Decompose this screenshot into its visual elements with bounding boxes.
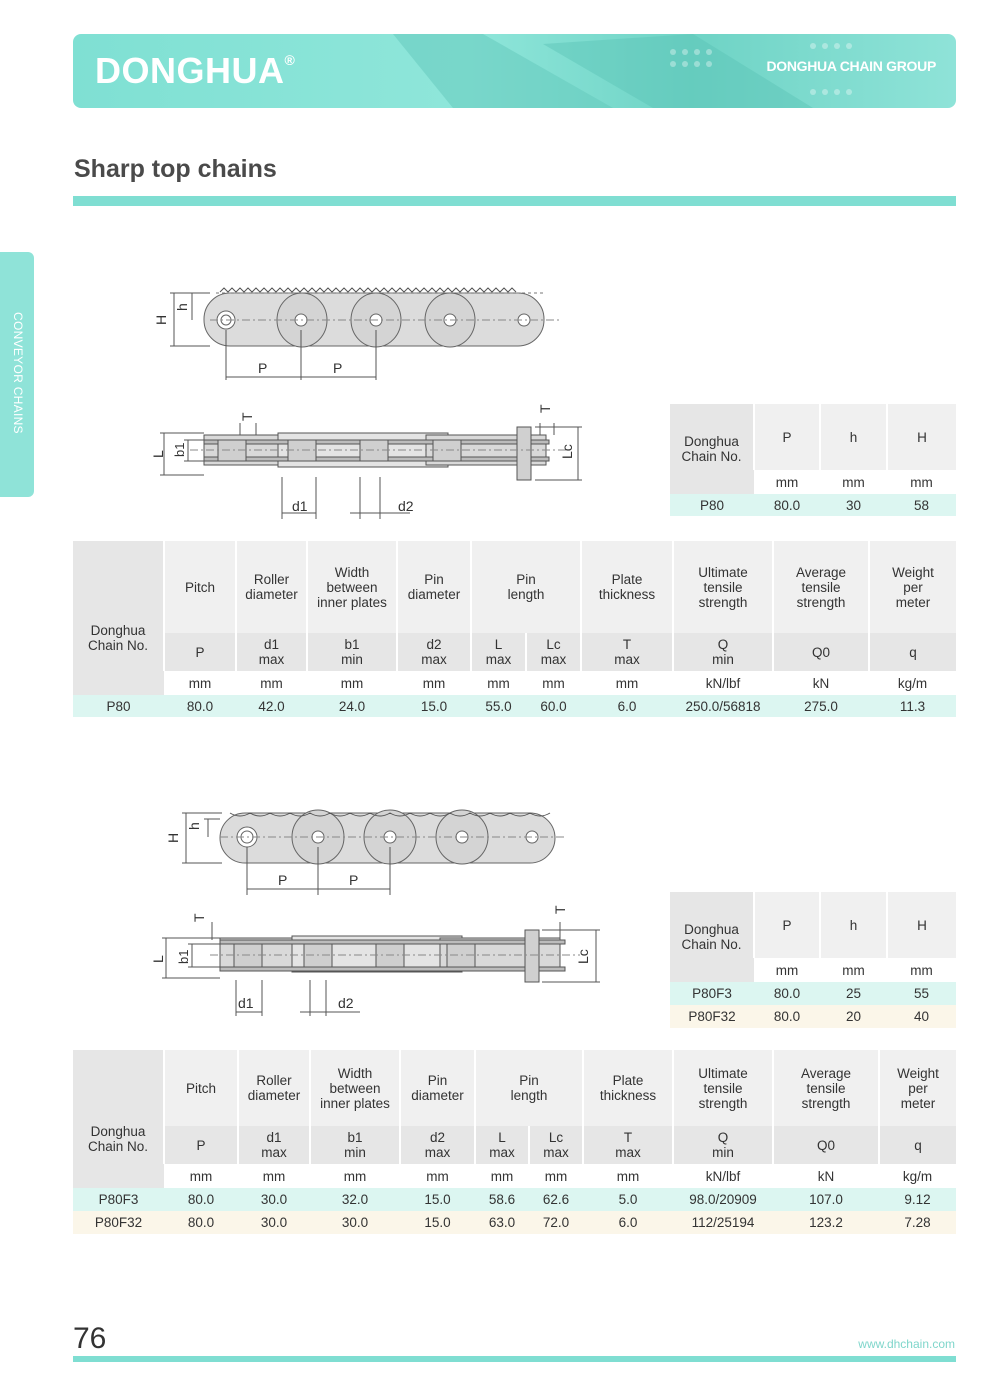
label-d1: d1: [292, 498, 308, 514]
label-H: H: [153, 314, 169, 325]
label-d2: d2: [398, 498, 414, 514]
spec-table-2: Donghua Chain No. Pitch Roller diameter Width between inner plates Pin diameter Pin length Plate thickness Ultimate tensile strength Average tensile strength Weight per meter P d1 max b1 min d2 max L max Lc max T max Q min Q0 q mm mm mm mm mm mm mm kN/lbf kN kg/m P80F3 80.0 30.0 32.0 15.0 58.6 62.6 5.0 98.0/20909 107.0 9.12 P80F32 80.0 30.0 30.0 15.0 63.0 72.0 6.0 112/25194 123.2 7.28: [73, 1050, 956, 1234]
table-row: P80 80.0 30 58: [670, 494, 956, 516]
label-L: L: [150, 450, 166, 458]
label-d1-2: d1: [238, 995, 254, 1011]
col-pin-length: Pin length: [471, 541, 581, 633]
header-banner: [73, 34, 956, 108]
col-pin-diameter: Pin diameter: [397, 541, 471, 633]
col-chain-no-l1: Donghua: [684, 434, 739, 449]
col-width-between: Width between inner plates: [307, 541, 397, 633]
table-row: P80F3 80.0 30.0 32.0 15.0 58.6 62.6 5.0 98.0/20909 107.0 9.12: [73, 1188, 956, 1211]
label-h: h: [174, 303, 190, 311]
label-h-2: h: [186, 822, 202, 830]
unit-h: mm: [842, 474, 865, 490]
side-tab-label: CONVEYOR CHAINS: [11, 312, 25, 434]
chain-side-view-1: [150, 280, 570, 390]
label-T-left-2: T: [191, 913, 207, 922]
unit-P: mm: [775, 474, 799, 490]
label-P-right: P: [333, 360, 343, 376]
chain-top-view-2: [150, 900, 605, 1020]
page-number: 76: [73, 1322, 107, 1355]
col-chain-no-l2: Chain No.: [681, 449, 742, 464]
label-P-left: P: [258, 360, 268, 376]
chain-side-view-2: [160, 805, 580, 900]
pitch-height-table-2: Donghua Chain No. P h H mm mm mm P80F3 80.0 25 55 P80F32 80.0 20 40: [670, 892, 956, 1028]
footer-rule: [73, 1356, 956, 1362]
table-row: P80F3 80.0 25 55: [670, 982, 956, 1005]
table-row: P80F32 80.0 30.0 30.0 15.0 63.0 72.0 6.0 112/25194 123.2 7.28: [73, 1211, 956, 1234]
label-L-2: L: [150, 955, 166, 963]
col-H: H: [887, 404, 956, 470]
label-Lc-2: Lc: [575, 949, 591, 964]
col-weight: Weight per meter: [869, 541, 956, 633]
col-P: P: [754, 404, 820, 470]
side-section-tab: [0, 252, 34, 497]
title-rule: [73, 196, 956, 206]
label-H-2: H: [165, 832, 181, 843]
label-T-right: T: [537, 404, 553, 413]
unit-H: mm: [910, 474, 933, 490]
col-average-strength: Average tensile strength: [773, 541, 869, 633]
spec-table-1: Donghua Chain No. Pitch Roller diameter Width between inner plates Pin diameter Pin length Plate thickness Ultimate tensile strength Average tensile strength Weight per meter P d1 max b1 min d2 max L max Lc max T max Q min Q0 q mm mm mm mm mm mm mm kN/lbf kN kg/m P80 80.0 42.0 24.0 15.0 55.0 60.0 6.0 250.0/56818 275.0 11.3: [73, 541, 956, 717]
table-row: P80F32 80.0 20 40: [670, 1005, 956, 1028]
brand-logo: DONGHUA®: [95, 50, 296, 91]
table-row: P80 80.0 42.0 24.0 15.0 55.0 60.0 6.0 250.0/56818 275.0 11.3: [73, 695, 956, 717]
label-P-left-2: P: [278, 872, 288, 888]
label-b1: b1: [172, 442, 187, 457]
col-roller-diameter: Roller diameter: [236, 541, 307, 633]
website-link[interactable]: www.dhchain.com: [858, 1337, 955, 1351]
col-pitch: Pitch: [164, 541, 236, 633]
group-name: DONGHUA CHAIN GROUP: [766, 58, 936, 74]
pitch-height-table-1: [670, 404, 956, 516]
page-title: Sharp top chains: [74, 155, 277, 183]
label-T-left: T: [239, 412, 255, 421]
label-d2-2: d2: [338, 995, 354, 1011]
col-ultimate-strength: Ultimate tensile strength: [673, 541, 773, 633]
label-Lc: Lc: [559, 444, 575, 459]
label-P-right-2: P: [349, 872, 359, 888]
col-plate-thickness: Plate thickness: [581, 541, 673, 633]
label-b1-2: b1: [176, 949, 191, 964]
col-h: h: [820, 404, 887, 470]
label-T-right-2: T: [552, 905, 568, 914]
chain-top-view-1: [150, 395, 590, 520]
